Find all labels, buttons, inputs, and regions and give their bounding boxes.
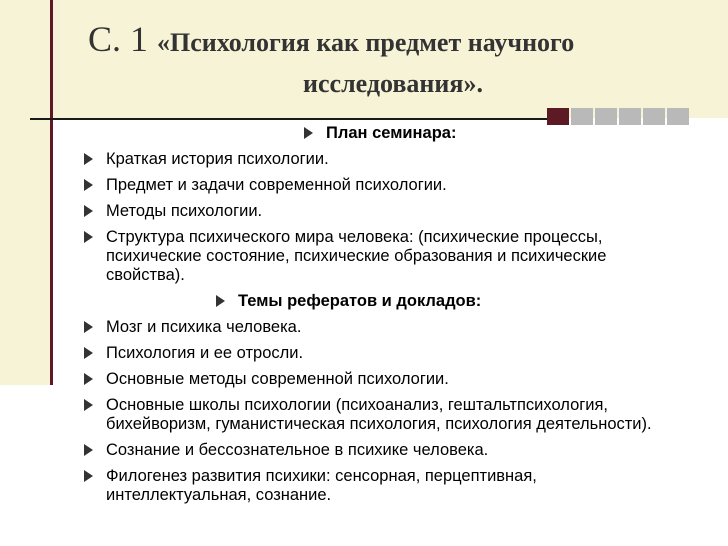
bullet-icon (304, 127, 313, 139)
bullet-icon (216, 295, 225, 307)
bullet-icon (84, 179, 93, 191)
topics-heading: Темы рефератов и докладов: (82, 292, 682, 311)
bullet-icon (84, 231, 93, 243)
gray-square (667, 108, 689, 125)
slide-content (82, 124, 682, 512)
bullet-icon (84, 347, 93, 359)
list-item: Краткая история психологии. (82, 150, 682, 169)
title-line2: исследования». (303, 69, 483, 98)
title-number: С. 1 (88, 19, 149, 59)
accent-square (547, 108, 569, 125)
slide-title (88, 18, 708, 104)
list-item: Основные школы психологии (психоанализ, гештальтпсихология, бихейворизм, гуманистическая психология, психология деятельности). (82, 396, 682, 434)
gray-square (643, 108, 665, 125)
gray-square (595, 108, 617, 125)
list-item: Структура психического мира человека: (психические процессы, психические состояние, психические образования и психические свойства). (82, 228, 682, 285)
bullet-icon (84, 399, 93, 411)
bullet-icon (84, 153, 93, 165)
list-item: Методы психологии. (82, 202, 682, 221)
list-item: Филогенез развития психики: сенсорная, перцептивная, интеллектуальная, сознание. (82, 467, 682, 505)
bullet-icon (84, 470, 93, 482)
bullet-icon (84, 321, 93, 333)
bullet-icon (84, 205, 93, 217)
list-item: Психология и ее отросли. (82, 344, 682, 363)
left-accent-bar (0, 0, 50, 385)
bullet-icon (84, 373, 93, 385)
bullet-icon (84, 444, 93, 456)
gray-square (571, 108, 593, 125)
plan-heading: План семинара: (82, 124, 682, 143)
list-item: Предмет и задачи современной психологии. (82, 176, 682, 195)
list-item: Мозг и психика человека. (82, 318, 682, 337)
gray-square (619, 108, 641, 125)
title-line1: «Психология как предмет научного (157, 28, 575, 57)
list-item: Сознание и бессознательное в психике человека. (82, 441, 682, 460)
title-divider (30, 118, 550, 120)
list-item: Основные методы современной психологии. (82, 370, 682, 389)
